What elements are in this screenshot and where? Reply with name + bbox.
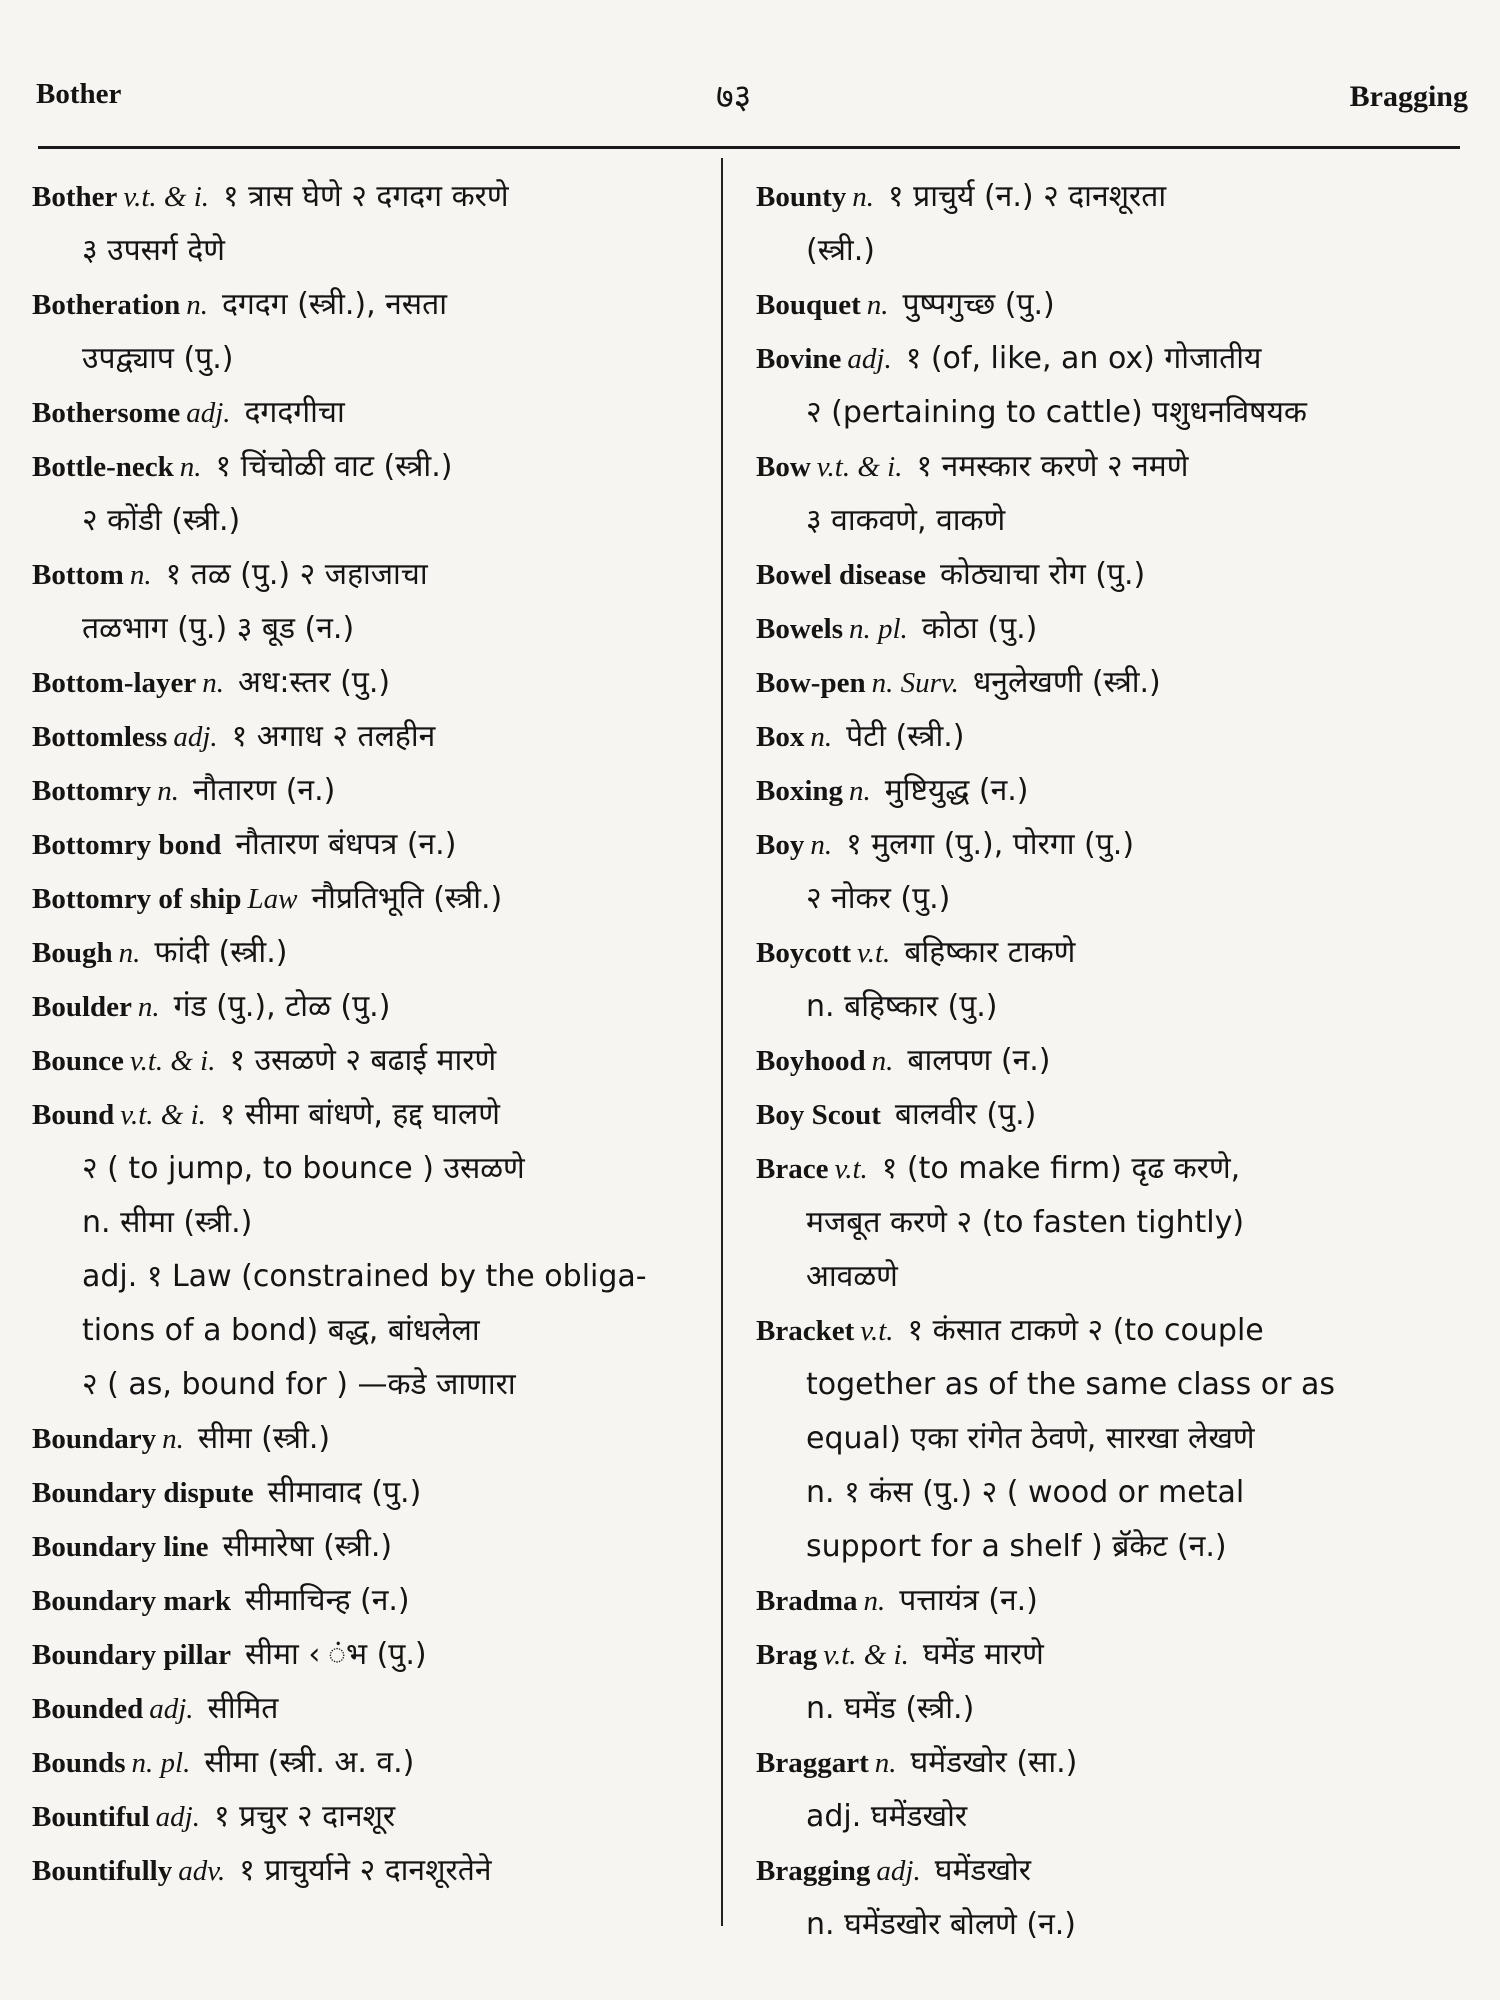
- entry-definition: धनुलेखणी (स्त्री.): [972, 665, 1161, 700]
- entry-headword: Botheration: [32, 289, 181, 321]
- dictionary-entry: [756, 1736, 1468, 1844]
- dictionary-entry: [32, 1466, 712, 1520]
- entry-grammar-label: adj.: [149, 1693, 194, 1725]
- entry-definition: १ कंसात टाकणे २ (to couple: [907, 1313, 1264, 1348]
- entry-continuation-line: equal) एका रांगेत ठेवणे, सारखा लेखणे: [806, 1421, 1255, 1456]
- entry-definition: १ प्राचुर्याने २ दानशूरतेने: [239, 1853, 492, 1888]
- entry-headword: Bottomry: [32, 775, 152, 807]
- dictionary-entry: [32, 1628, 712, 1682]
- entry-grammar-label: n.: [863, 1585, 886, 1617]
- dictionary-entry: [32, 1412, 712, 1466]
- entry-grammar-label: n. pl.: [849, 613, 908, 645]
- entry-definition: १ उसळणे २ बढाई मारणे: [229, 1043, 497, 1078]
- entry-continuation-line: ३ वाकवणे, वाकणे: [806, 503, 1006, 538]
- entry-headword: Boundary dispute: [32, 1477, 254, 1509]
- entry-headword: Bottomless: [32, 721, 168, 753]
- entry-continuation-line: n. सीमा (स्त्री.): [82, 1205, 253, 1240]
- entry-grammar-label: v.t. & i.: [123, 181, 210, 213]
- entry-definition: १ (of, like, an ox) गोजातीय: [905, 341, 1262, 376]
- entry-definition: दगदग (स्त्री.), नसता: [221, 287, 447, 322]
- entry-headword: Boulder: [32, 991, 132, 1023]
- entry-headword: Boycott: [756, 937, 852, 969]
- dictionary-entry: [756, 278, 1468, 332]
- entry-continuation-line: n. बहिष्कार (पु.): [806, 989, 998, 1024]
- entry-grammar-label: n.: [852, 181, 875, 213]
- entry-headword: Bound: [32, 1099, 115, 1131]
- entry-grammar-label: adj.: [155, 1801, 200, 1833]
- entry-grammar-label: adv.: [178, 1855, 226, 1887]
- entry-headword: Bother: [32, 181, 118, 213]
- entry-headword: Bountifully: [32, 1855, 173, 1887]
- entry-headword: Box: [756, 721, 805, 753]
- dictionary-entry: [756, 710, 1468, 764]
- entry-grammar-label: adj.: [173, 721, 218, 753]
- dictionary-entry: [756, 1088, 1468, 1142]
- entry-grammar-label: v.t. & i.: [823, 1639, 909, 1671]
- entry-headword: Bow-pen: [756, 667, 866, 699]
- entry-headword: Boy Scout: [756, 1099, 881, 1131]
- entry-definition: सीमारेषा (स्त्री.): [222, 1529, 393, 1564]
- entry-continuation-line: २ कोंडी (स्त्री.): [82, 503, 241, 538]
- entry-definition: नौप्रतिभूति (स्त्री.): [311, 881, 503, 916]
- dictionary-entry: [32, 656, 712, 710]
- entry-definition: १ तळ (पु.) २ जहाजाचा: [165, 557, 428, 592]
- entry-headword: Boundary mark: [32, 1585, 232, 1617]
- entry-headword: Boxing: [756, 775, 844, 807]
- entry-headword: Bough: [32, 937, 113, 969]
- entry-definition: घमेंड मारणे: [922, 1637, 1044, 1672]
- dictionary-entry: [32, 170, 712, 278]
- entry-continuation-line: तळभाग (पु.) ३ बूड (न.): [82, 611, 355, 646]
- entry-definition: १ प्राचुर्य (न.) २ दानशूरता: [888, 179, 1167, 214]
- entry-grammar-label: v.t.: [857, 937, 891, 969]
- entry-definition: १ चिंचोळी वाट (स्त्री.): [215, 449, 453, 484]
- entry-definition: गंड (पु.), टोळ (पु.): [173, 989, 391, 1024]
- entry-definition: फांदी (स्त्री.): [154, 935, 288, 970]
- dictionary-entry: [756, 926, 1468, 1034]
- entry-definition: १ नमस्कार करणे २ नमणे: [916, 449, 1189, 484]
- entry-continuation-line: tions of a bond) बद्ध, बांधलेला: [82, 1313, 480, 1348]
- entry-grammar-label: n.: [157, 775, 179, 807]
- entry-definition: पुष्पगुच्छ (पु.): [902, 287, 1055, 322]
- entry-definition: घमेंडखोर (सा.): [910, 1745, 1078, 1780]
- entry-grammar-label: v.t. & i.: [816, 451, 903, 483]
- entry-definition: १ प्रचुर २ दानशूर: [213, 1799, 396, 1834]
- entry-headword: Bottom: [32, 559, 124, 591]
- entry-grammar-label: n.: [137, 991, 160, 1023]
- entry-definition: १ (to make firm) दृढ करणे,: [881, 1151, 1241, 1186]
- dictionary-entry: [32, 1844, 712, 1898]
- entry-headword: Bowels: [756, 613, 843, 645]
- entry-grammar-label: v.t.: [834, 1153, 868, 1185]
- entry-definition: सीमित: [207, 1691, 279, 1726]
- entry-definition: बहिष्कार टाकणे: [904, 935, 1076, 970]
- dictionary-entry: [32, 1088, 712, 1412]
- entry-definition: पेटी (स्त्री.): [846, 719, 965, 754]
- dictionary-entry: [756, 548, 1468, 602]
- entry-definition: सीमा (स्त्री.): [197, 1421, 331, 1456]
- entry-grammar-label: n.: [162, 1423, 184, 1455]
- dictionary-entry: [756, 170, 1468, 278]
- entry-grammar-label: n.: [186, 289, 208, 321]
- dictionary-entry: [32, 1574, 712, 1628]
- dictionary-entry: [756, 602, 1468, 656]
- entry-headword: Bottomry bond: [32, 829, 222, 861]
- dictionary-entry: [32, 1520, 712, 1574]
- dictionary-entry: [756, 1628, 1468, 1736]
- entry-grammar-label: n.: [810, 721, 833, 753]
- dictionary-entry: [756, 332, 1468, 440]
- entry-headword: Boundary line: [32, 1531, 209, 1563]
- entry-grammar-label: adj.: [186, 397, 231, 429]
- entry-continuation-line: n. घमेंड (स्त्री.): [806, 1691, 975, 1726]
- dictionary-entry: [756, 656, 1468, 710]
- entry-continuation-line: support for a shelf ) ब्रॅकेट (न.): [806, 1529, 1227, 1564]
- entry-continuation-line: २ ( to jump, to bounce ) उसळणे: [82, 1151, 525, 1186]
- dictionary-entry: [32, 764, 712, 818]
- dictionary-entry: [32, 1736, 712, 1790]
- dictionary-entry: [32, 278, 712, 386]
- entry-headword: Bottle-neck: [32, 451, 174, 483]
- entry-grammar-label: n.: [202, 667, 225, 699]
- dictionary-entry: [756, 764, 1468, 818]
- entry-continuation-line: २ (pertaining to cattle) पशुधनविषयक: [806, 395, 1307, 430]
- entry-headword: Bow: [756, 451, 811, 483]
- entry-continuation-line: adj. घमेंडखोर: [806, 1799, 968, 1834]
- dictionary-entry: [756, 1574, 1468, 1628]
- entry-definition: नौतारण (न.): [192, 773, 336, 808]
- entry-definition: १ अगाध २ तलहीन: [231, 719, 436, 754]
- dictionary-entry: [756, 440, 1468, 548]
- entry-continuation-line: उपद्व्याप (पु.): [82, 341, 234, 376]
- dictionary-entry: [32, 926, 712, 980]
- dictionary-entry: [32, 980, 712, 1034]
- dictionary-entry: [756, 1844, 1468, 1952]
- entry-continuation-line: २ ( as, bound for ) —कडे जाणारा: [82, 1367, 516, 1402]
- entry-continuation-line: ३ उपसर्ग देणे: [82, 233, 225, 268]
- entry-grammar-label: n. pl.: [131, 1747, 191, 1779]
- entry-definition: सीमाचिन्ह (न.): [245, 1583, 410, 1618]
- entry-headword: Bounds: [32, 1747, 126, 1779]
- dictionary-entry: [32, 1790, 712, 1844]
- entry-continuation-line: २ नोकर (पु.): [806, 881, 951, 916]
- entry-continuation-line: मजबूत करणे २ (to fasten tightly): [806, 1205, 1245, 1240]
- entry-grammar-label: adj.: [876, 1855, 921, 1887]
- entry-grammar-label: n. Surv.: [871, 667, 959, 699]
- entry-definition: कोठ्याचा रोग (पु.): [939, 557, 1146, 592]
- dictionary-entry: [32, 872, 712, 926]
- entry-definition: कोठा (पु.): [921, 611, 1038, 646]
- entry-grammar-label: v.t. & i.: [120, 1099, 206, 1131]
- entry-grammar-label: Law: [247, 883, 298, 915]
- entry-headword: Bounce: [32, 1045, 124, 1077]
- entry-definition: पत्तायंत्र (न.): [899, 1583, 1038, 1618]
- entry-grammar-label: n.: [866, 289, 889, 321]
- entry-headword: Bragging: [756, 1855, 871, 1887]
- entry-grammar-label: n.: [810, 829, 833, 861]
- entry-headword: Braggart: [756, 1747, 869, 1779]
- dictionary-entry: [756, 1142, 1468, 1304]
- entry-definition: अध:स्तर (पु.): [238, 665, 391, 700]
- entry-definition: सीमा (स्त्री. अ. व.): [204, 1745, 415, 1780]
- entry-headword: Bounty: [756, 181, 847, 213]
- entry-definition: मुष्टियुद्ध (न.): [884, 773, 1029, 808]
- dictionary-entry: [32, 440, 712, 548]
- entry-headword: Boundary: [32, 1423, 157, 1455]
- entry-grammar-label: v.t. & i.: [129, 1045, 216, 1077]
- entry-grammar-label: n.: [118, 937, 141, 969]
- entry-continuation-line: आवळणे: [806, 1259, 898, 1294]
- entry-headword: Bradma: [756, 1585, 858, 1617]
- entry-headword: Boyhood: [756, 1045, 866, 1077]
- entry-definition: घमेंडखोर: [934, 1853, 1032, 1888]
- left-column: [32, 170, 712, 1898]
- dictionary-entry: [32, 386, 712, 440]
- running-head: [36, 72, 1468, 122]
- right-column: [756, 170, 1468, 1952]
- entry-definition: बालपण (न.): [907, 1043, 1051, 1078]
- entry-definition: १ त्रास घेणे २ दगदग करणे: [223, 179, 509, 214]
- entry-definition: १ मुलगा (पु.), पोरगा (पु.): [846, 827, 1135, 862]
- entry-definition: सीमा ‹ ंभ (पु.): [245, 1637, 427, 1672]
- entry-headword: Boundary pillar: [32, 1639, 232, 1671]
- dictionary-entry: [756, 1034, 1468, 1088]
- entry-grammar-label: n.: [871, 1045, 894, 1077]
- entry-grammar-label: n.: [129, 559, 152, 591]
- entry-headword: Brag: [756, 1639, 818, 1671]
- entry-headword: Bottomry of ship: [32, 883, 242, 915]
- entry-continuation-line: together as of the same class or as: [806, 1367, 1335, 1402]
- entry-headword: Brace: [756, 1153, 829, 1185]
- entry-grammar-label: n.: [179, 451, 202, 483]
- entry-continuation-line: adj. १ Law (constrained by the obliga-: [82, 1259, 647, 1294]
- header-rule: [38, 146, 1460, 149]
- dictionary-entry: [756, 818, 1468, 926]
- entry-headword: Bovine: [756, 343, 842, 375]
- entry-continuation-line: n. १ कंस (पु.) २ ( wood or metal: [806, 1475, 1245, 1510]
- running-head-first-word: Bother: [36, 78, 122, 110]
- entry-definition: सीमावाद (पु.): [267, 1475, 422, 1510]
- entry-continuation-line: n. घमेंडखोर बोलणे (न.): [806, 1907, 1076, 1942]
- entry-definition: नौतारण बंधपत्र (न.): [235, 827, 457, 862]
- entry-continuation-line: (स्त्री.): [806, 233, 875, 268]
- entry-headword: Bracket: [756, 1315, 855, 1347]
- dictionary-entry: [32, 1034, 712, 1088]
- column-divider: [721, 158, 723, 1926]
- entry-grammar-label: n.: [849, 775, 871, 807]
- page-number: ७३: [716, 77, 752, 117]
- dictionary-entry: [32, 548, 712, 656]
- entry-grammar-label: adj.: [847, 343, 892, 375]
- dictionary-entry: [756, 1304, 1468, 1574]
- entry-grammar-label: n.: [874, 1747, 897, 1779]
- entry-definition: दगदगीचा: [244, 395, 345, 430]
- entry-definition: १ सीमा बांधणे, हद्द घालणे: [219, 1097, 500, 1132]
- entry-headword: Bounded: [32, 1693, 144, 1725]
- entry-headword: Boy: [756, 829, 805, 861]
- entry-grammar-label: v.t.: [860, 1315, 894, 1347]
- dictionary-entry: [32, 1682, 712, 1736]
- dictionary-entry: [32, 818, 712, 872]
- entry-headword: Bowel disease: [756, 559, 926, 591]
- entry-headword: Bottom-layer: [32, 667, 197, 699]
- entry-headword: Bountiful: [32, 1801, 150, 1833]
- entry-headword: Bouquet: [756, 289, 861, 321]
- running-head-last-word: Bragging: [1349, 80, 1468, 113]
- entry-definition: बालवीर (पु.): [894, 1097, 1037, 1132]
- dictionary-entry: [32, 710, 712, 764]
- entry-headword: Bothersome: [32, 397, 181, 429]
